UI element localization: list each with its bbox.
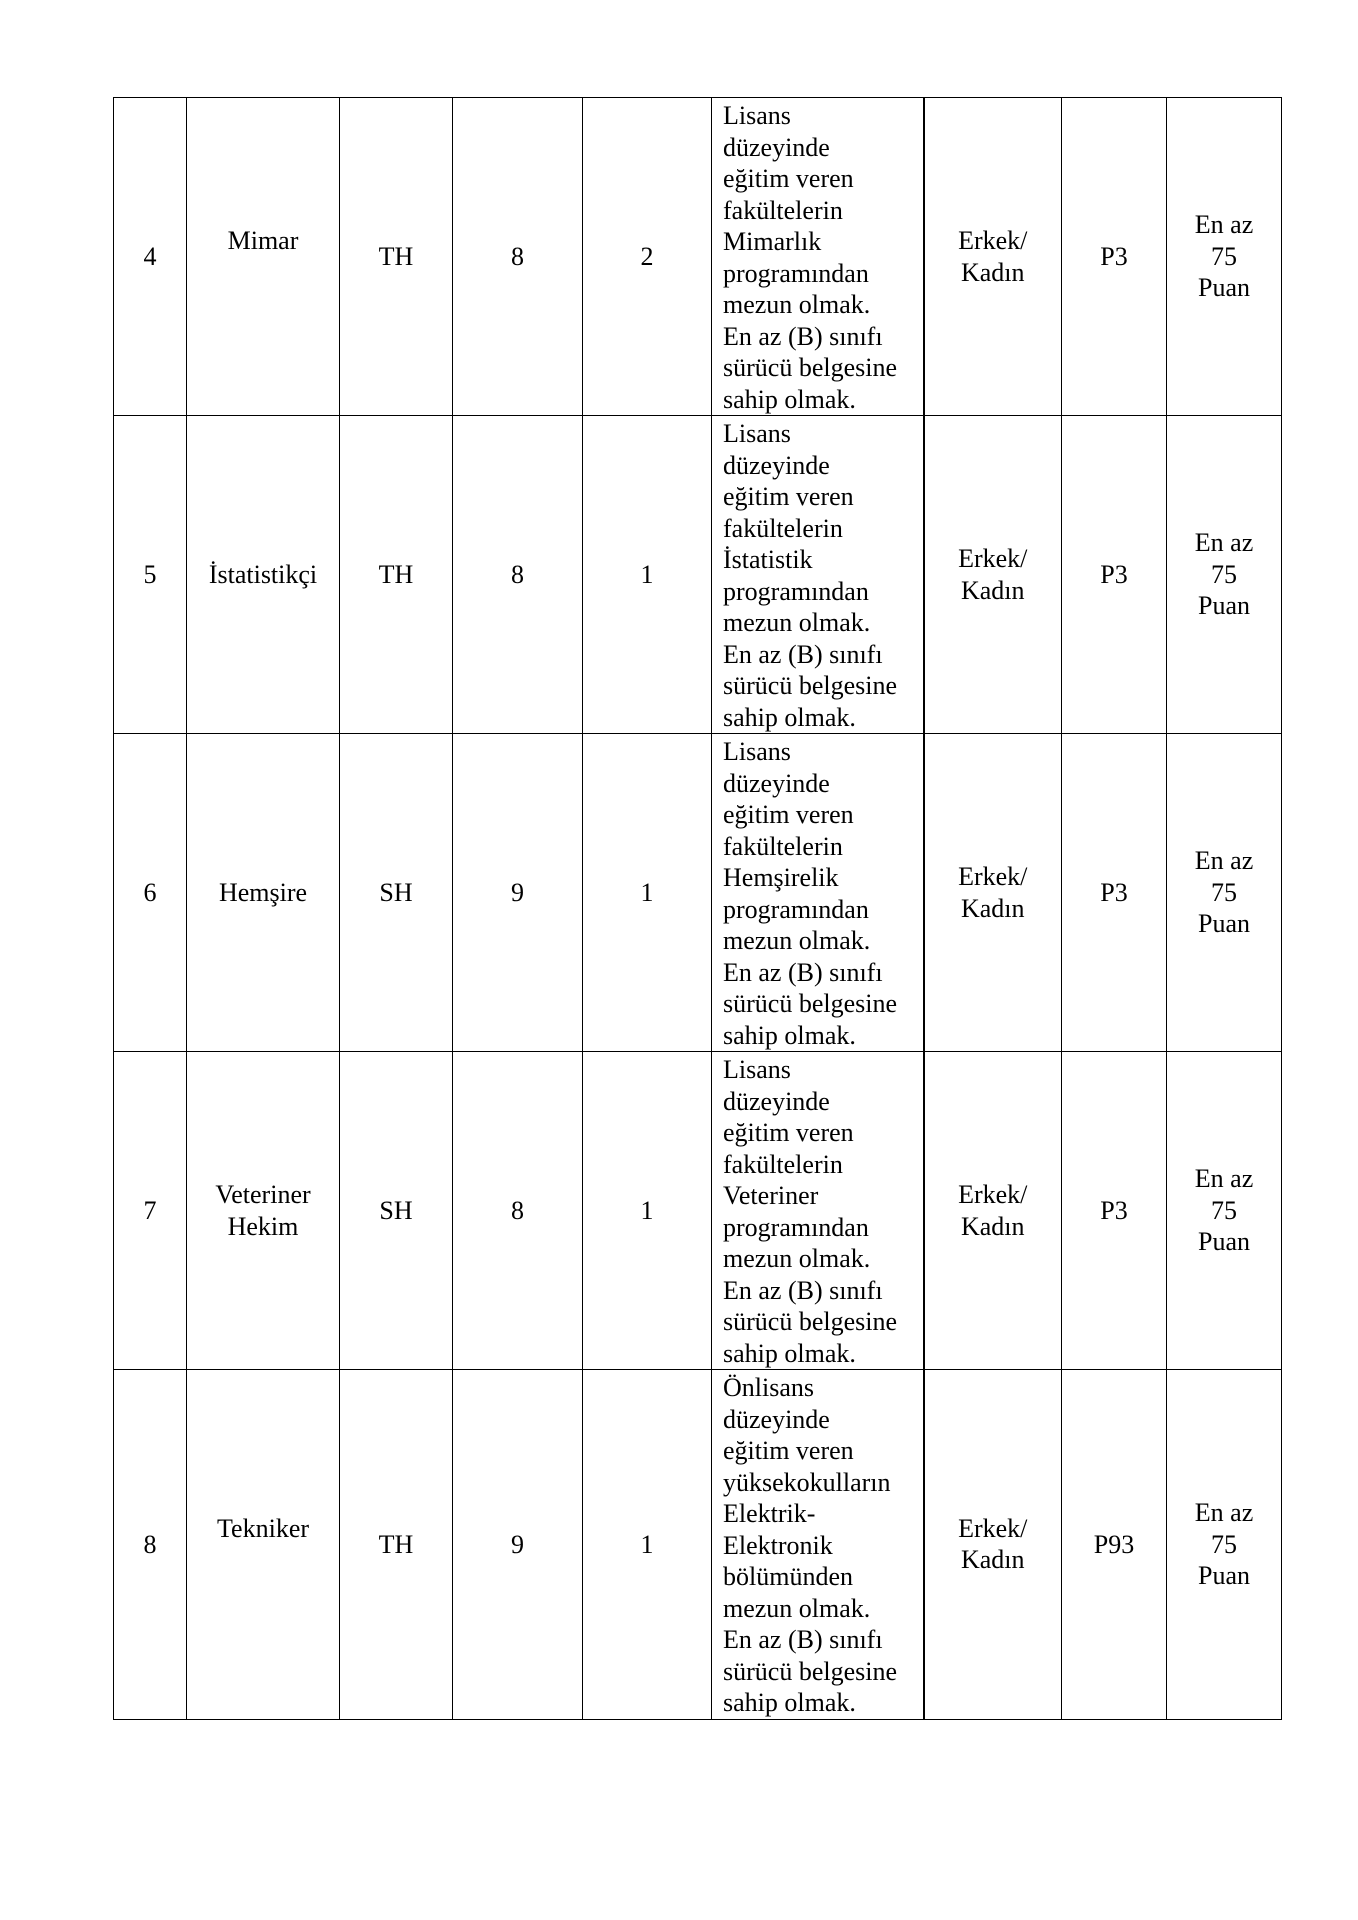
- kpss-type-cell: P93: [1062, 1370, 1167, 1720]
- count-cell: 1: [583, 416, 712, 734]
- min-score-cell: En az 75 Puan: [1167, 734, 1282, 1052]
- grade-cell: 8: [453, 416, 583, 734]
- table-row: [114, 416, 1282, 734]
- count-cell: 1: [583, 1052, 712, 1370]
- gender-cell: Erkek/ Kadın: [924, 734, 1062, 1052]
- grade-cell: 9: [453, 1370, 583, 1720]
- kpss-type-cell: P3: [1062, 734, 1167, 1052]
- grade-cell: 8: [453, 98, 583, 416]
- position-title-cell: Hemşire: [187, 734, 340, 1052]
- count-cell: 1: [583, 734, 712, 1052]
- table-row: [114, 734, 1282, 1052]
- class-cell: SH: [340, 734, 453, 1052]
- row-number-cell: 7: [114, 1052, 187, 1370]
- count-cell: 2: [583, 98, 712, 416]
- min-score-cell: En az 75 Puan: [1167, 1370, 1282, 1720]
- requirements-cell: Lisans düzeyinde eğitim veren fakültelerin Mimarlık programından mezun olmak. En az (B) sınıfı sürücü belgesine sahip olmak.: [712, 98, 924, 416]
- min-score-cell: En az 75 Puan: [1167, 416, 1282, 734]
- class-cell: SH: [340, 1052, 453, 1370]
- table-row: [114, 1370, 1282, 1720]
- grade-cell: 9: [453, 734, 583, 1052]
- kpss-type-cell: P3: [1062, 1052, 1167, 1370]
- position-title-cell: Veteriner Hekim: [187, 1052, 340, 1370]
- requirements-cell: Lisans düzeyinde eğitim veren fakültelerin Veteriner programından mezun olmak. En az (B) sınıfı sürücü belgesine sahip olmak.: [712, 1052, 924, 1370]
- kpss-type-cell: P3: [1062, 416, 1167, 734]
- gender-cell: Erkek/ Kadın: [924, 416, 1062, 734]
- row-number-cell: 6: [114, 734, 187, 1052]
- count-cell: 1: [583, 1370, 712, 1720]
- row-number-cell: 4: [114, 98, 187, 416]
- class-cell: TH: [340, 98, 453, 416]
- gender-cell: Erkek/ Kadın: [924, 1370, 1062, 1720]
- requirements-cell: Lisans düzeyinde eğitim veren fakültelerin İstatistik programından mezun olmak. En az (B) sınıfı sürücü belgesine sahip olmak.: [712, 416, 924, 734]
- requirements-cell: Lisans düzeyinde eğitim veren fakültelerin Hemşirelik programından mezun olmak. En az (B) sınıfı sürücü belgesine sahip olmak.: [712, 734, 924, 1052]
- gender-cell: Erkek/ Kadın: [924, 98, 1062, 416]
- table-row: [114, 98, 1282, 416]
- grade-cell: 8: [453, 1052, 583, 1370]
- min-score-cell: En az 75 Puan: [1167, 98, 1282, 416]
- min-score-cell: En az 75 Puan: [1167, 1052, 1282, 1370]
- positions-table: [113, 97, 1282, 1720]
- position-title-cell: Mimar: [187, 98, 340, 416]
- position-title-cell: İstatistikçi: [187, 416, 340, 734]
- class-cell: TH: [340, 1370, 453, 1720]
- gender-cell: Erkek/ Kadın: [924, 1052, 1062, 1370]
- row-number-cell: 5: [114, 416, 187, 734]
- kpss-type-cell: P3: [1062, 98, 1167, 416]
- table-row: [114, 1052, 1282, 1370]
- row-number-cell: 8: [114, 1370, 187, 1720]
- requirements-cell: Önlisans düzeyinde eğitim veren yüksekokulların Elektrik- Elektronik bölümünden mezun olmak. En az (B) sınıfı sürücü belgesine sahip olmak.: [712, 1370, 924, 1720]
- class-cell: TH: [340, 416, 453, 734]
- position-title-cell: Tekniker: [187, 1370, 340, 1720]
